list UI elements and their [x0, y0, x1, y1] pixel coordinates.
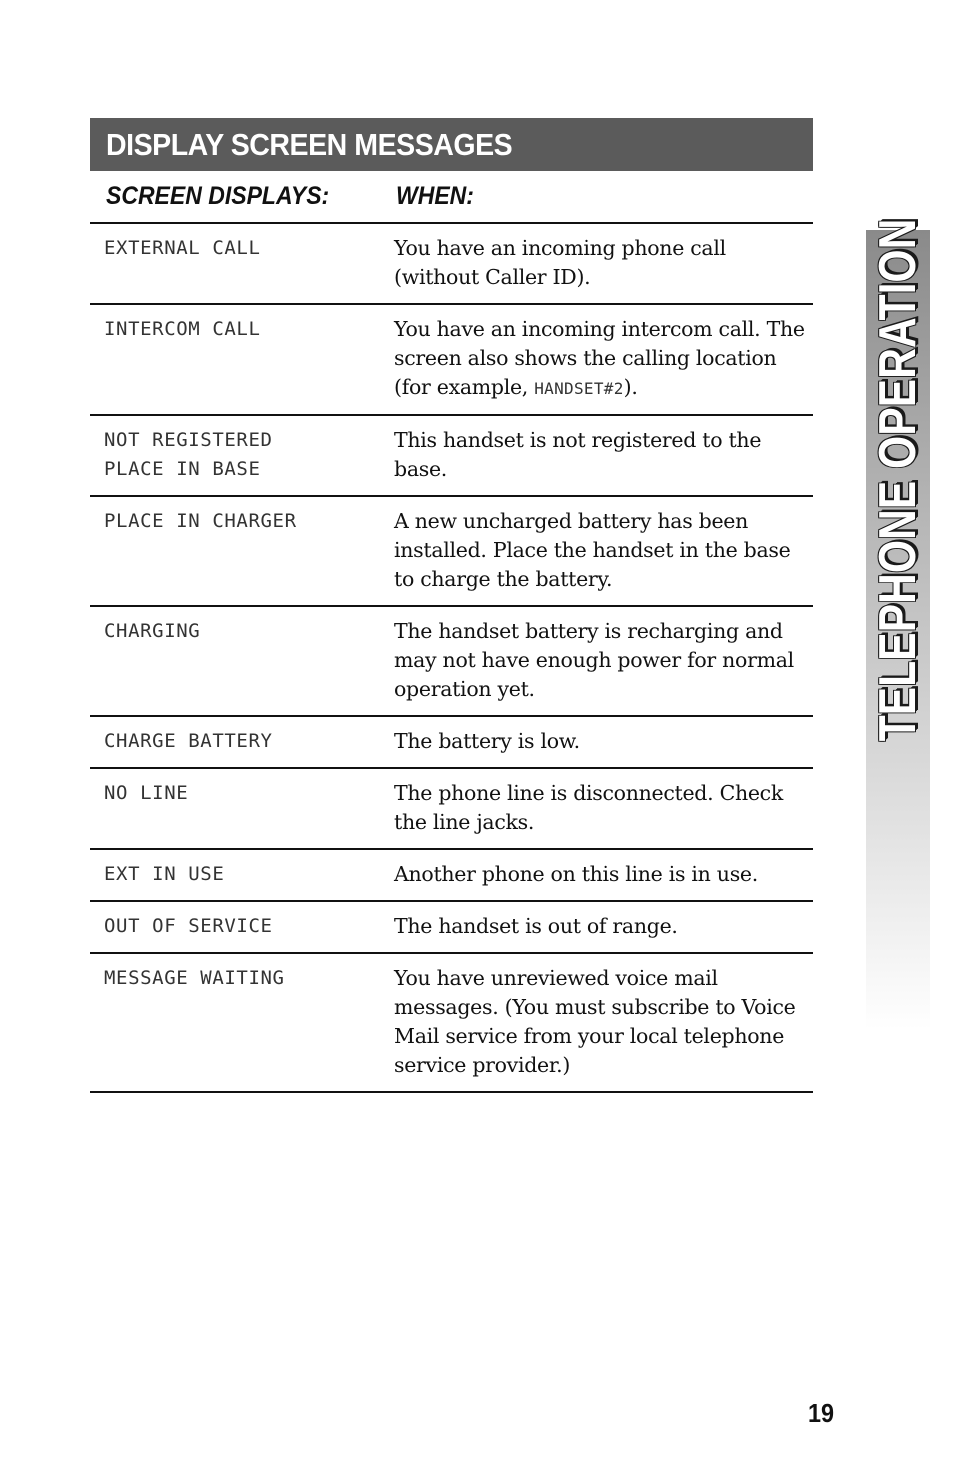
when-description	[394, 305, 812, 414]
when-description: You have unreviewed voice mail messages. (You must subscribe to Voice Mail service from your local telephone service provider.)	[394, 966, 796, 1077]
when-description: This handset is not registered to the base.	[394, 428, 762, 481]
column-header-when: WHEN:	[396, 182, 474, 210]
table-row	[90, 607, 813, 717]
screen-display-text: NO LINE	[104, 782, 189, 804]
when-description-main: You have an incoming intercom call. The screen also shows the calling location	[394, 317, 805, 370]
table-row	[90, 416, 813, 497]
section-side-tab-label	[868, 161, 928, 799]
side-tab-label-text: TELEPHONE OPERATION	[869, 218, 927, 742]
when-example-code: HANDSET#2	[534, 379, 624, 398]
screen-display-text: NOT REGISTERED PLACE IN BASE	[104, 429, 273, 480]
when-description: The battery is low.	[394, 729, 580, 753]
when-example-prefix: (for example,	[394, 375, 535, 399]
screen-display-text: INTERCOM CALL	[104, 318, 261, 340]
screen-display-text: CHARGING	[104, 620, 201, 642]
screen-display-text: CHARGE BATTERY	[104, 730, 273, 752]
section-title: DISPLAY SCREEN MESSAGES	[106, 126, 513, 162]
table-row	[90, 717, 813, 769]
when-description: Another phone on this line is in use.	[394, 862, 758, 886]
table-row	[90, 305, 813, 416]
screen-display-text: EXTERNAL CALL	[104, 237, 261, 259]
when-description: The handset is out of range.	[394, 914, 678, 938]
column-headers	[90, 176, 813, 222]
page-number: 19	[808, 1398, 835, 1428]
when-description: The phone line is disconnected. Check the line jacks.	[394, 781, 783, 834]
when-example-suffix: ).	[623, 375, 638, 399]
screen-display-text: PLACE IN CHARGER	[104, 510, 297, 532]
screen-display-text: OUT OF SERVICE	[104, 915, 273, 937]
table-row	[90, 497, 813, 607]
messages-table	[90, 222, 813, 1093]
table-row	[90, 769, 813, 850]
column-header-screen-displays: SCREEN DISPLAYS:	[106, 182, 330, 210]
when-description: The handset battery is recharging and may not have enough power for normal operation yet.	[394, 619, 794, 701]
section-title-bar	[90, 118, 813, 171]
table-row	[90, 850, 813, 902]
screen-display-text: MESSAGE WAITING	[104, 967, 285, 989]
when-description: You have an incoming phone call (without Caller ID).	[394, 236, 726, 289]
table-row	[90, 954, 813, 1093]
screen-display-text: EXT IN USE	[104, 863, 225, 885]
table-row	[90, 902, 813, 954]
when-description: A new uncharged battery has been installed. Place the handset in the base to charge the battery.	[394, 509, 791, 591]
table-row	[90, 224, 813, 305]
